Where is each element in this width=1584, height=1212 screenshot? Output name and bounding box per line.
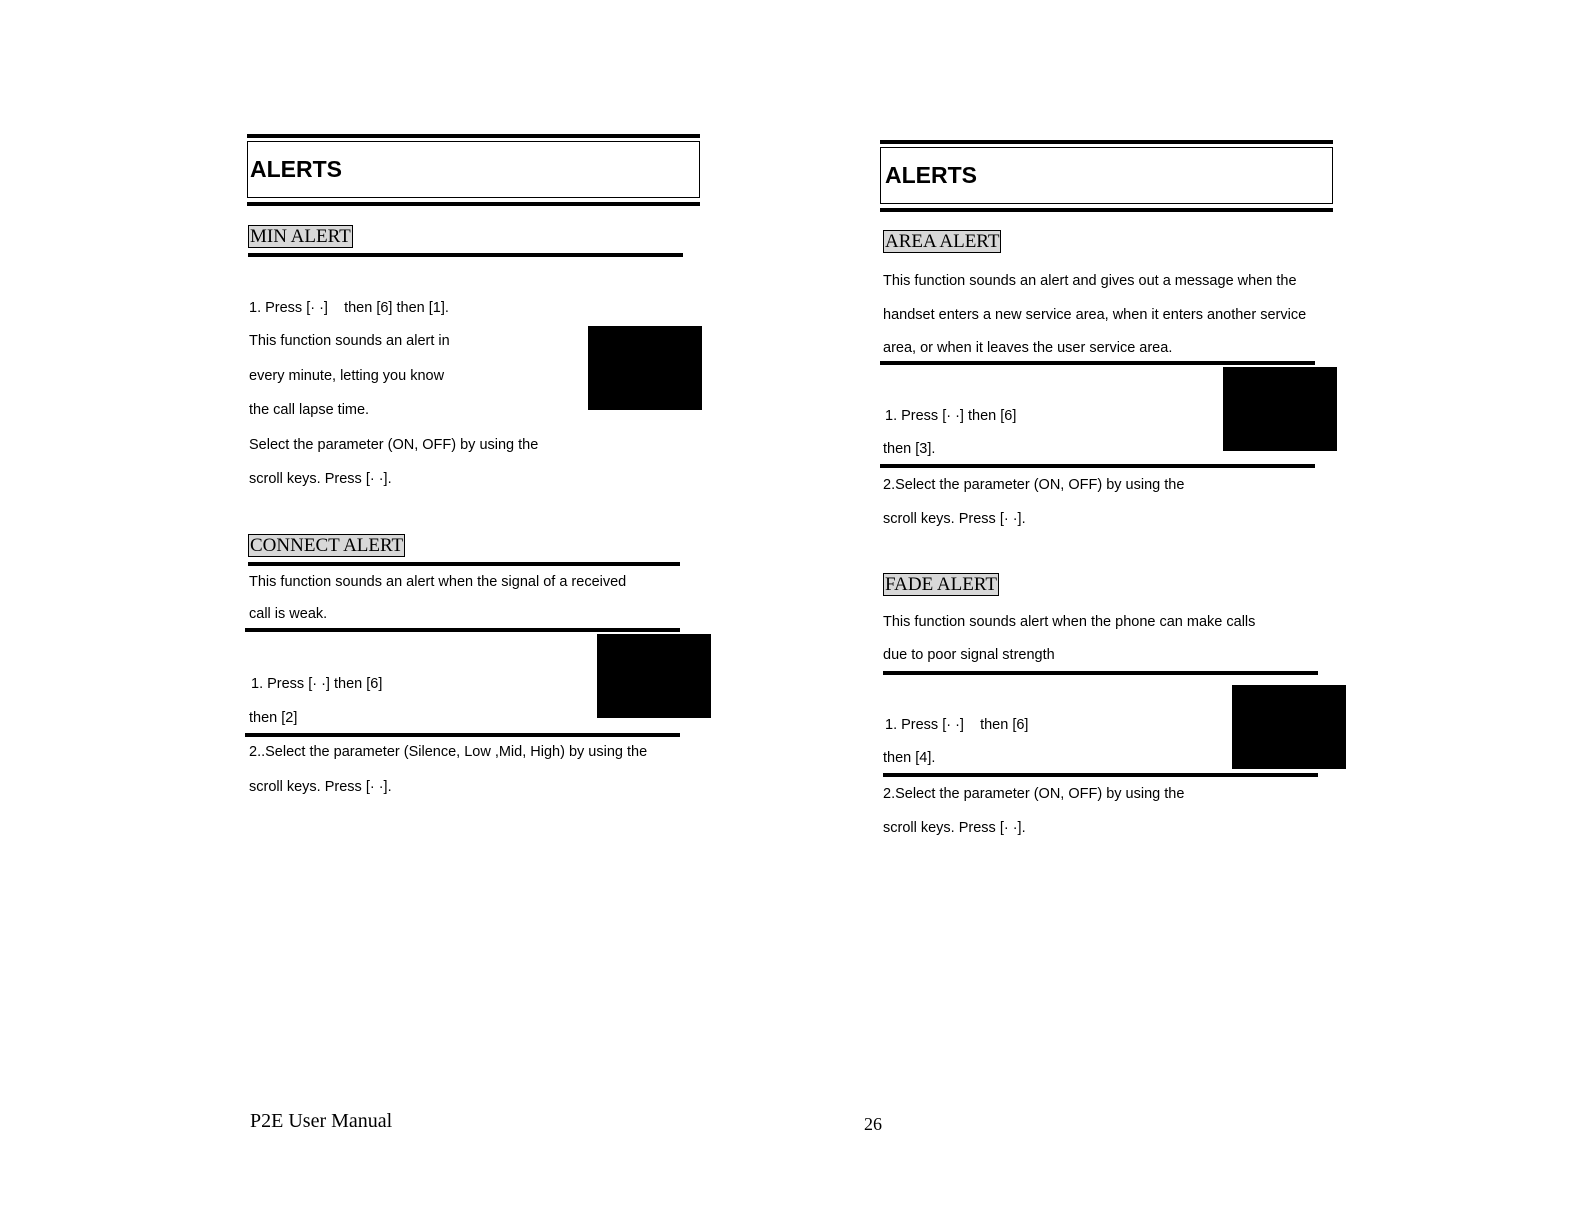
left-title-box [247, 141, 700, 198]
fade-alert-step2: scroll keys. Press [· ·]. [883, 820, 1026, 836]
right-title-box [880, 147, 1333, 204]
manual-name: P2E User Manual [250, 1110, 393, 1132]
min-alert-rule [248, 253, 683, 257]
redacted-image [588, 326, 702, 410]
area-alert-step2: 2.Select the parameter (ON, OFF) by using the [883, 477, 1185, 493]
connect-alert-rule [248, 562, 680, 566]
area-alert-step1b: then [3]. [883, 441, 936, 457]
title-rule-bottom [880, 208, 1333, 212]
min-alert-line: the call lapse time. [249, 402, 370, 418]
area-alert-step2: scroll keys. Press [· ·]. [883, 511, 1026, 527]
connect-alert-step2: 2..Select the parameter (Silence, Low ,Mid, High) by using the [249, 744, 648, 760]
area-alert-rule [880, 361, 1315, 365]
min-alert-line: Select the parameter (ON, OFF) by using the [249, 437, 539, 453]
fade-alert-step1: 1. Press [· ·] then [6] [885, 717, 1029, 733]
connect-alert-step1b: then [2] [249, 710, 298, 726]
redacted-image [1223, 367, 1337, 451]
area-alert-desc: area, or when it leaves the user service area. [883, 340, 1173, 356]
fade-alert-heading: FADE ALERT [885, 574, 997, 595]
fade-alert-desc: This function sounds alert when the phone can make calls [883, 614, 1256, 630]
connect-alert-rule-3 [245, 733, 680, 737]
min-alert-step1: 1. Press [· ·] then [6] then [1]. [249, 300, 449, 316]
connect-alert-desc: call is weak. [249, 606, 328, 622]
fade-alert-step2: 2.Select the parameter (ON, OFF) by using the [883, 786, 1185, 802]
redacted-image [1232, 685, 1346, 769]
fade-alert-step1b: then [4]. [883, 750, 936, 766]
page-number: 26 [864, 1114, 882, 1134]
area-alert-desc: This function sounds an alert and gives out a message when the [883, 273, 1297, 289]
area-alert-rule-2 [880, 464, 1315, 468]
title-rule-top [880, 140, 1333, 144]
area-alert-step1: 1. Press [· ·] then [6] [885, 408, 1017, 424]
connect-alert-step1: 1. Press [· ·] then [6] [251, 676, 383, 692]
connect-alert-heading: CONNECT ALERT [250, 535, 404, 556]
area-alert-desc: handset enters a new service area, when it enters another service [883, 307, 1307, 323]
min-alert-line: every minute, letting you know [249, 368, 445, 384]
title-rule-bottom [247, 202, 700, 206]
fade-alert-rule [883, 671, 1318, 675]
area-alert-heading: AREA ALERT [885, 231, 1000, 252]
redacted-image [597, 634, 711, 718]
page-title: ALERTS [885, 162, 977, 188]
min-alert-line: This function sounds an alert in [249, 333, 450, 349]
min-alert-line: scroll keys. Press [· ·]. [249, 471, 392, 487]
title-rule-top [247, 134, 700, 138]
connect-alert-rule-2 [245, 628, 680, 632]
connect-alert-desc: This function sounds an alert when the signal of a received [249, 574, 627, 590]
connect-alert-step2: scroll keys. Press [· ·]. [249, 779, 392, 795]
min-alert-heading: MIN ALERT [250, 226, 351, 247]
fade-alert-desc: due to poor signal strength [883, 647, 1055, 663]
fade-alert-rule-2 [883, 773, 1318, 777]
page-title: ALERTS [250, 156, 342, 182]
